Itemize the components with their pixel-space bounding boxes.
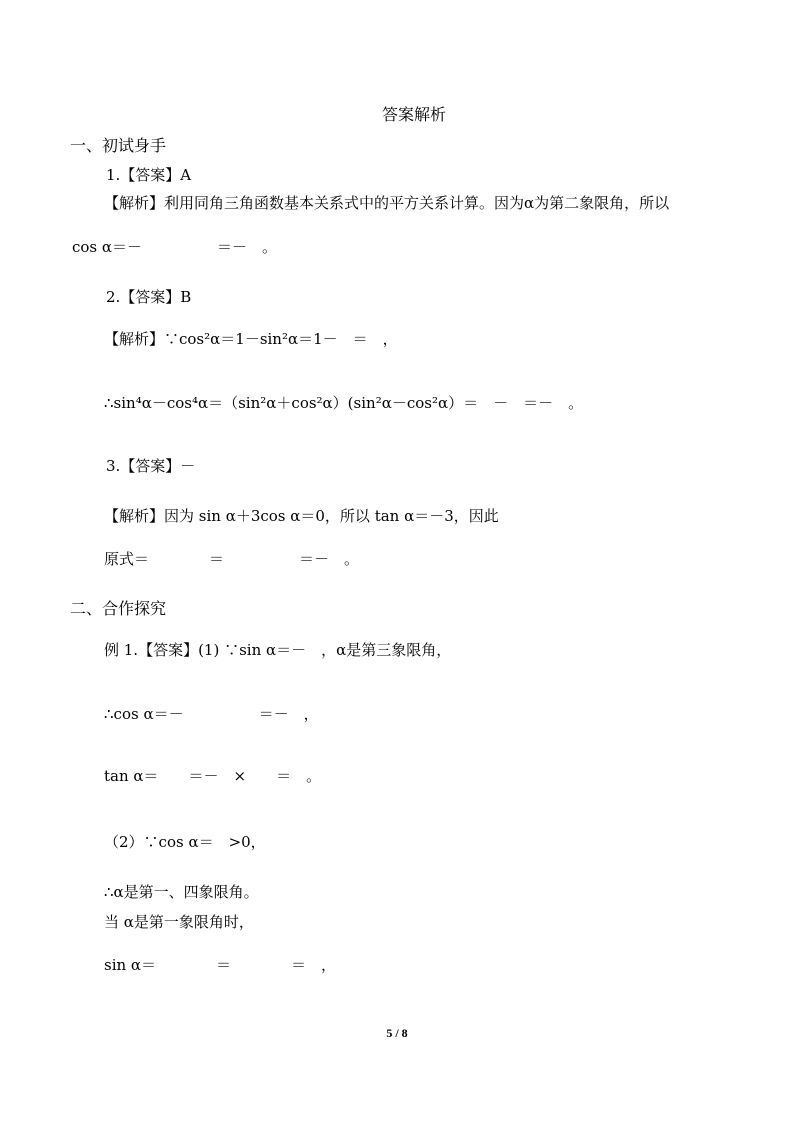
example-1-line-2: ∴cos α＝－ ＝－ ，	[104, 705, 319, 723]
example-1-line-1: 例 1.【答案】(1) ∵sin α＝－ ，α是第三象限角，	[104, 641, 452, 659]
analysis-3-line-2: 原式＝ ＝ ＝－ 。	[104, 550, 360, 568]
example-1-line-3: tan α＝ ＝－ × ＝ 。	[104, 767, 322, 785]
example-1-line-5: ∴α是第一、四象限角。	[104, 883, 259, 901]
analysis-1-line-1: 【解析】利用同角三角函数基本关系式中的平方关系计算。因为α为第二象限角，所以	[104, 194, 670, 212]
section-heading-1: 一、初试身手	[70, 136, 167, 155]
section-heading-2: 二、合作探究	[70, 599, 167, 618]
example-1-line-6: 当 α是第一象限角时，	[104, 913, 254, 931]
answer-3: 3.【答案】－	[106, 457, 196, 475]
analysis-2-line-2: ∴sin⁴α－cos⁴α＝（sin²α＋cos²α）(sin²α－cos²α）＝ － ＝－ 。	[104, 394, 584, 412]
example-1-line-7: sin α＝ ＝ ＝ ，	[104, 956, 337, 974]
analysis-1-line-2: cos α＝－ ＝－ 。	[72, 238, 278, 256]
page-number: 5 / 8	[386, 1026, 408, 1040]
page-title: 答案解析	[382, 105, 447, 124]
analysis-2-line-1: 【解析】∵cos²α＝1－sin²α＝1－ ＝ ，	[104, 330, 398, 348]
answer-2: 2.【答案】B	[106, 288, 192, 306]
analysis-3-line-1: 【解析】因为 sin α＋3cos α＝0，所以 tan α＝－3，因此	[104, 507, 499, 525]
example-1-line-4: （2）∵cos α＝ >0，	[104, 833, 266, 851]
answer-1: 1.【答案】A	[106, 166, 192, 184]
